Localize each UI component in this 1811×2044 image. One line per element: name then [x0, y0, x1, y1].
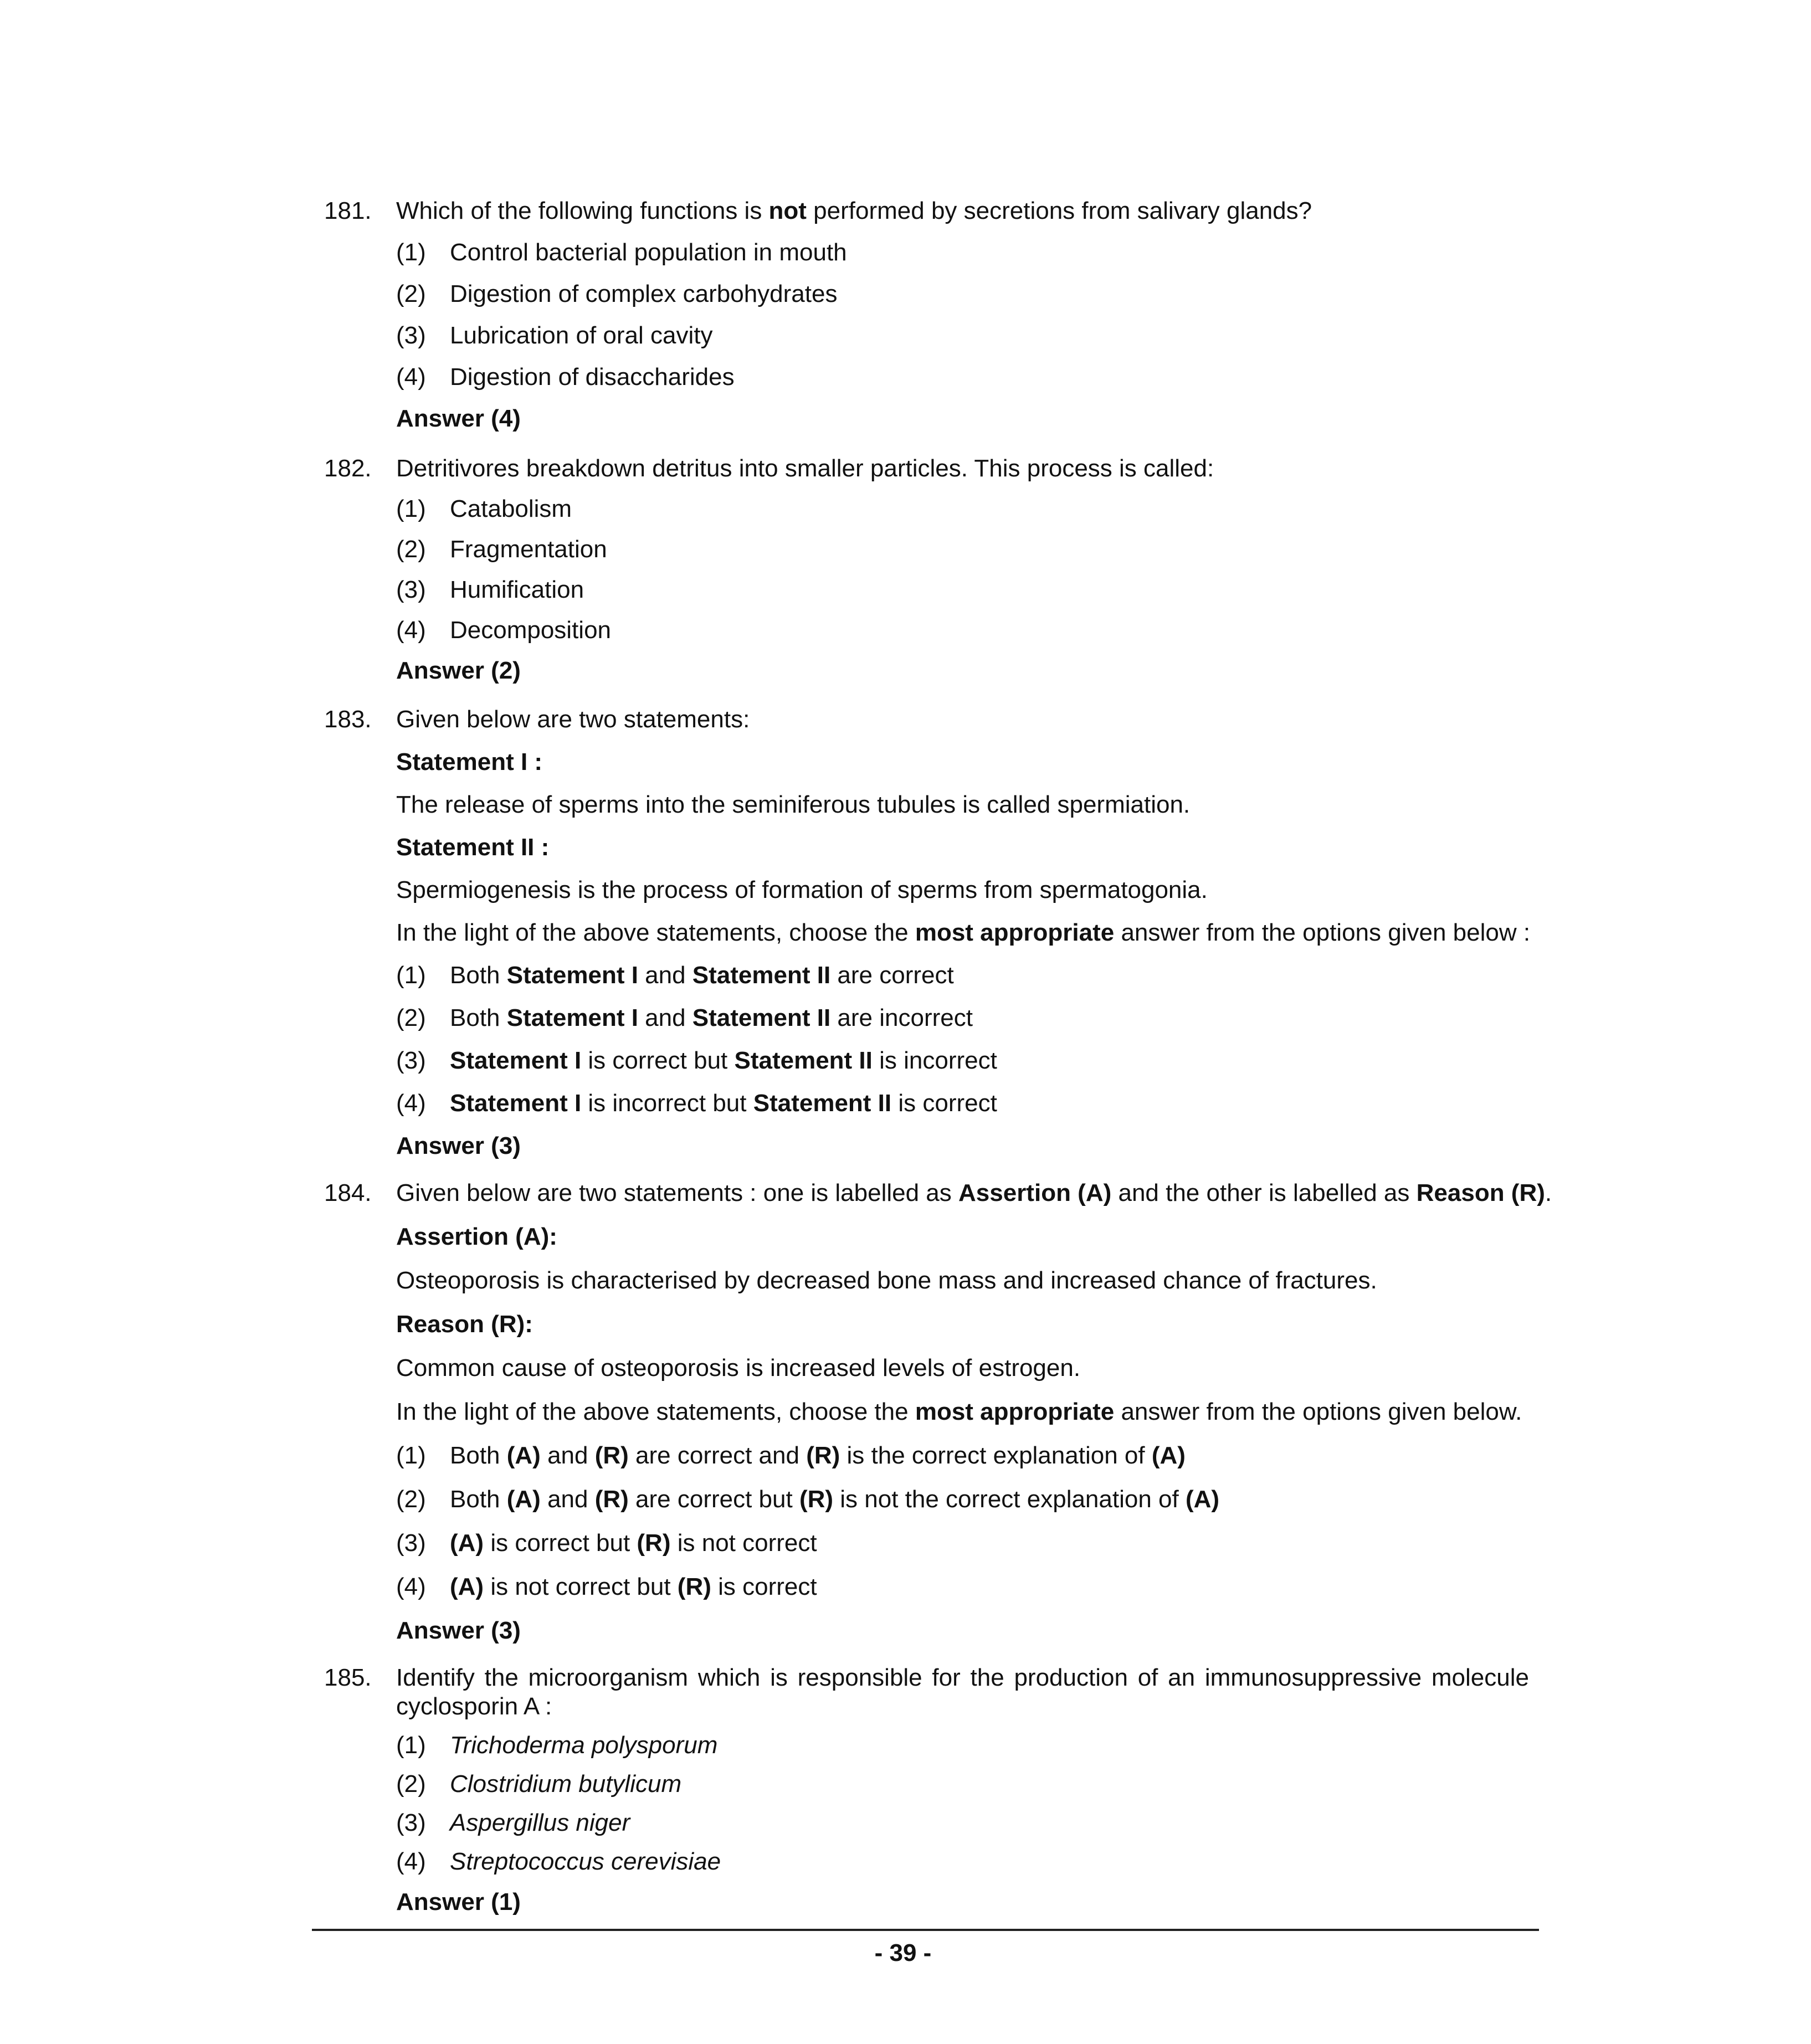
statement-1-label: Statement I :	[396, 748, 543, 776]
option-number: (1)	[396, 1732, 426, 1759]
option-text: Clostridium butylicum	[450, 1770, 682, 1798]
option-number: (1)	[396, 1442, 426, 1469]
reason-label: Reason (R):	[396, 1311, 533, 1338]
option-number: (2)	[396, 1486, 426, 1513]
option-number: (3)	[396, 1529, 426, 1557]
option-text: Aspergillus niger	[450, 1809, 630, 1836]
answer-label: Answer (3)	[396, 1617, 521, 1644]
option-text: Catabolism	[450, 495, 572, 522]
option-number: (3)	[396, 576, 426, 603]
option-text: Both (A) and (R) are correct but (R) is not the correct explanation of (A)	[450, 1486, 1220, 1513]
page-number: - 39 -	[874, 1939, 932, 1966]
statement-1-text: The release of sperms into the seminiferous tubules is called spermiation.	[396, 791, 1191, 818]
option-text: Fragmentation	[450, 536, 607, 563]
statement-2-label: Statement II :	[396, 834, 550, 861]
option-number: (2)	[396, 280, 426, 307]
option-text: Streptococcus cerevisiae	[450, 1848, 721, 1875]
question-stem: Identify the microorganism which is responsible for the production of an immunosuppressive molecule cyclosporin A :	[396, 1664, 1529, 1720]
option-text: Digestion of disaccharides	[450, 363, 735, 391]
question-number: 184.	[324, 1179, 372, 1206]
option-number: (2)	[396, 1004, 426, 1031]
option-number: (4)	[396, 1090, 426, 1117]
option-number: (3)	[396, 1809, 426, 1836]
option-text: Digestion of complex carbohydrates	[450, 280, 838, 307]
option-number: (3)	[396, 1047, 426, 1074]
question-number: 182.	[324, 455, 372, 482]
question-stem: Given below are two statements : one is labelled as Assertion (A) and the other is labelled as Reason (R).	[396, 1179, 1552, 1206]
question-number: 183.	[324, 706, 372, 733]
statement-2-text: Spermiogenesis is the process of formation of sperms from spermatogonia.	[396, 876, 1208, 903]
option-text: (A) is not correct but (R) is correct	[450, 1573, 817, 1600]
question-stem: Detritivores breakdown detritus into smaller particles. This process is called:	[396, 455, 1214, 482]
question-number: 185.	[324, 1664, 372, 1691]
option-text: Statement I is incorrect but Statement II is correct	[450, 1090, 997, 1117]
option-number: (1)	[396, 962, 426, 989]
option-number: (2)	[396, 1770, 426, 1798]
option-number: (4)	[396, 617, 426, 644]
assertion-label: Assertion (A):	[396, 1223, 557, 1250]
option-text: Both Statement I and Statement II are correct	[450, 962, 954, 989]
option-number: (4)	[396, 1573, 426, 1600]
option-text: (A) is correct but (R) is not correct	[450, 1529, 817, 1557]
reason-text: Common cause of osteoporosis is increased levels of estrogen.	[396, 1354, 1081, 1382]
option-text: Both (A) and (R) are correct and (R) is the correct explanation of (A)	[450, 1442, 1186, 1469]
option-text: Trichoderma polysporum	[450, 1732, 718, 1759]
instruction-text: In the light of the above statements, choose the most appropriate answer from the options given below :	[396, 919, 1531, 946]
option-number: (4)	[396, 363, 426, 391]
question-stem: Which of the following functions is not performed by secretions from salivary glands?	[396, 197, 1312, 224]
option-text: Control bacterial population in mouth	[450, 239, 847, 266]
option-text: Statement I is correct but Statement II is incorrect	[450, 1047, 997, 1074]
instruction-text: In the light of the above statements, choose the most appropriate answer from the options given below.	[396, 1398, 1522, 1425]
question-number: 181.	[324, 197, 372, 224]
answer-label: Answer (2)	[396, 657, 521, 684]
option-number: (4)	[396, 1848, 426, 1875]
option-text: Both Statement I and Statement II are incorrect	[450, 1004, 973, 1031]
answer-label: Answer (1)	[396, 1888, 521, 1915]
option-number: (1)	[396, 239, 426, 266]
footer-divider	[312, 1929, 1539, 1931]
option-text: Humification	[450, 576, 584, 603]
option-text: Decomposition	[450, 617, 612, 644]
option-number: (2)	[396, 536, 426, 563]
question-stem: Given below are two statements:	[396, 706, 750, 733]
option-number: (1)	[396, 495, 426, 522]
option-number: (3)	[396, 322, 426, 349]
option-text: Lubrication of oral cavity	[450, 322, 713, 349]
assertion-text: Osteoporosis is characterised by decreased bone mass and increased chance of fractures.	[396, 1267, 1377, 1294]
answer-label: Answer (3)	[396, 1132, 521, 1159]
answer-label: Answer (4)	[396, 405, 521, 432]
